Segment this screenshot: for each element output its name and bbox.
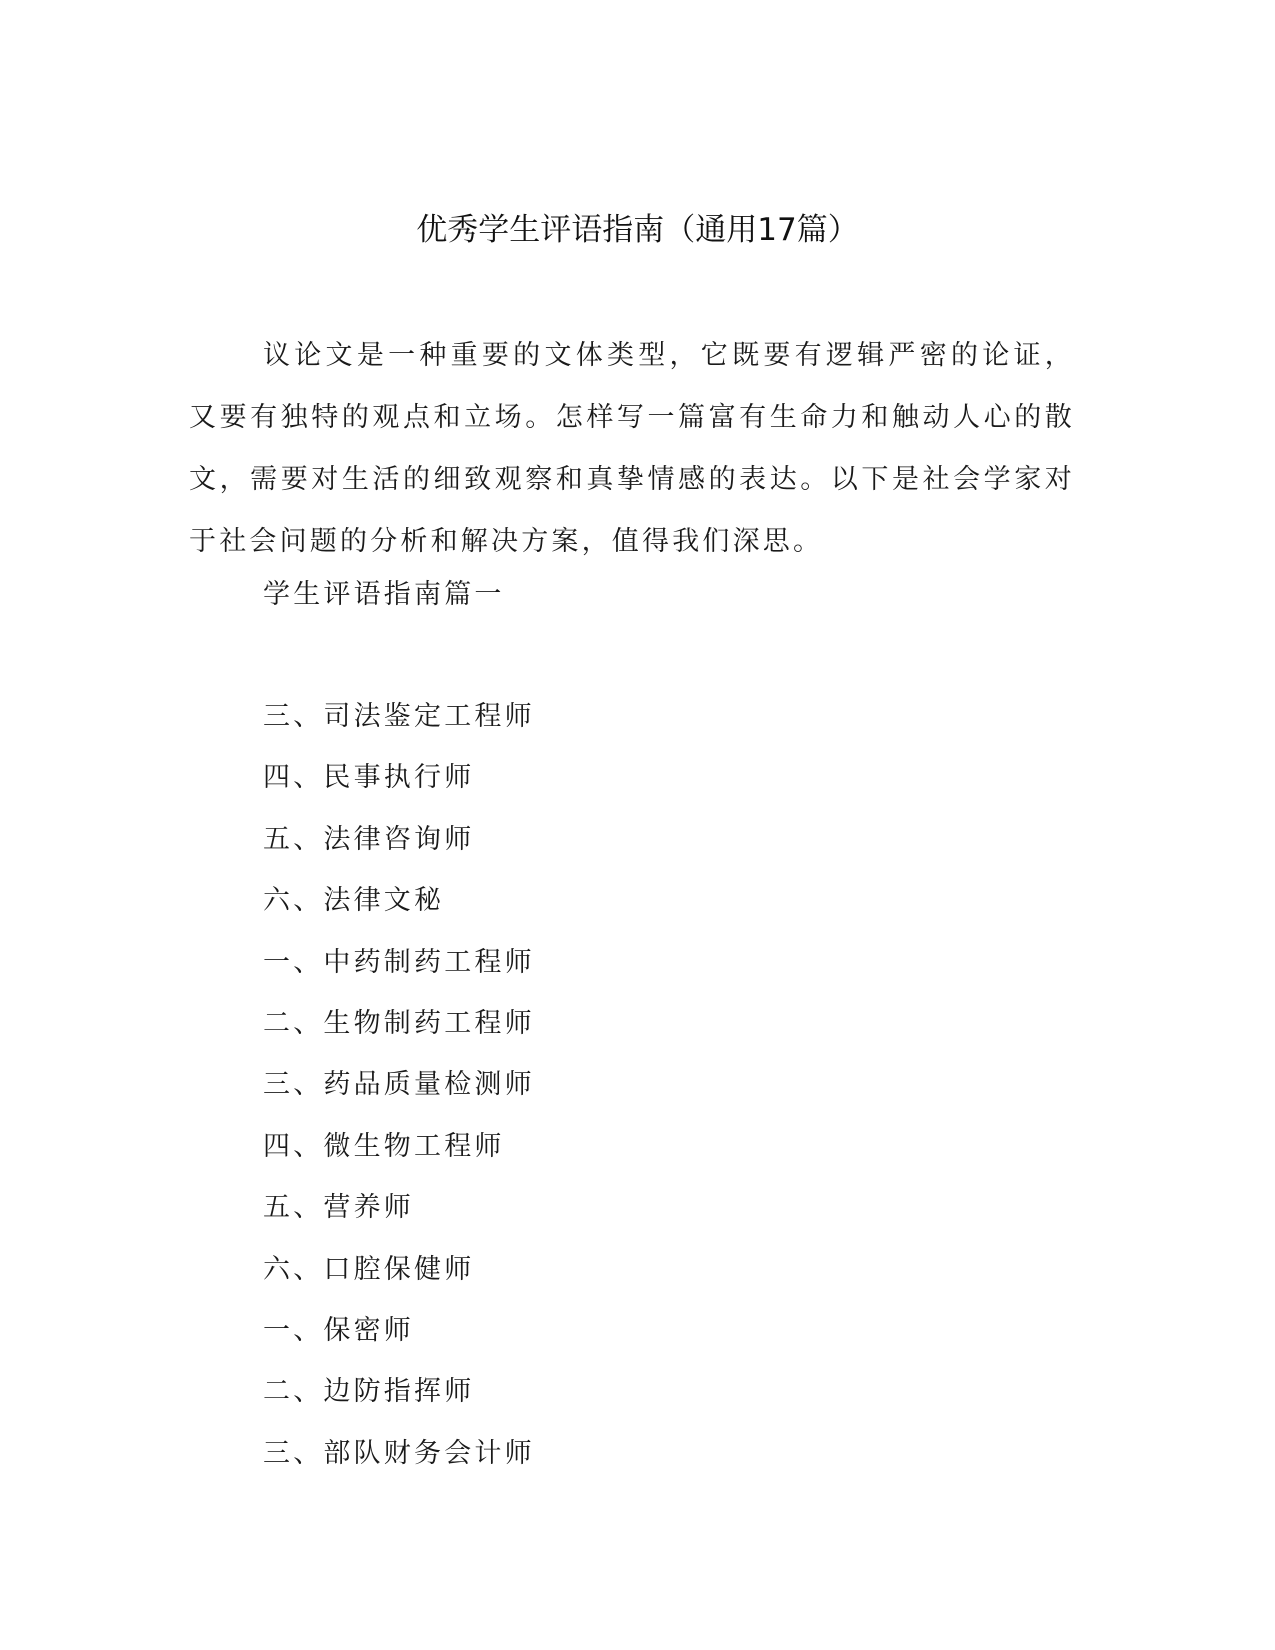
document-title: 优秀学生评语指南（通用17篇） xyxy=(416,212,859,248)
list-item: 一、中药制药工程师 xyxy=(263,946,535,978)
intro-paragraph: 议论文是一种重要的文体类型，它既要有逻辑严密的论证，又要有独特的观点和立场。怎样写一篇富有生命力和触动人心的散文，需要对生活的细致观察和真挚情感的表达。以下是社会学家对于社会问题的分析和解决方案，值得我们深思。 xyxy=(189,340,1075,557)
section-heading: 学生评语指南篇一 xyxy=(263,579,505,610)
list-item: 三、司法鉴定工程师 xyxy=(263,701,535,732)
list-item: 一、保密师 xyxy=(263,1314,414,1346)
list-item: 二、生物制药工程师 xyxy=(263,1007,535,1039)
list-item: 六、口腔保健师 xyxy=(263,1253,475,1285)
list-item: 三、部队财务会计师 xyxy=(263,1437,535,1469)
list-item: 五、营养师 xyxy=(263,1192,414,1224)
list-item: 四、民事执行师 xyxy=(263,762,475,794)
list-item: 五、法律咨询师 xyxy=(263,823,475,855)
list-item: 四、微生物工程师 xyxy=(263,1130,505,1162)
job-title-list xyxy=(263,695,535,1493)
list-item: 三、药品质量检测师 xyxy=(263,1069,535,1101)
list-item: 二、边防指挥师 xyxy=(263,1376,475,1408)
list-item: 六、法律文秘 xyxy=(263,885,445,917)
